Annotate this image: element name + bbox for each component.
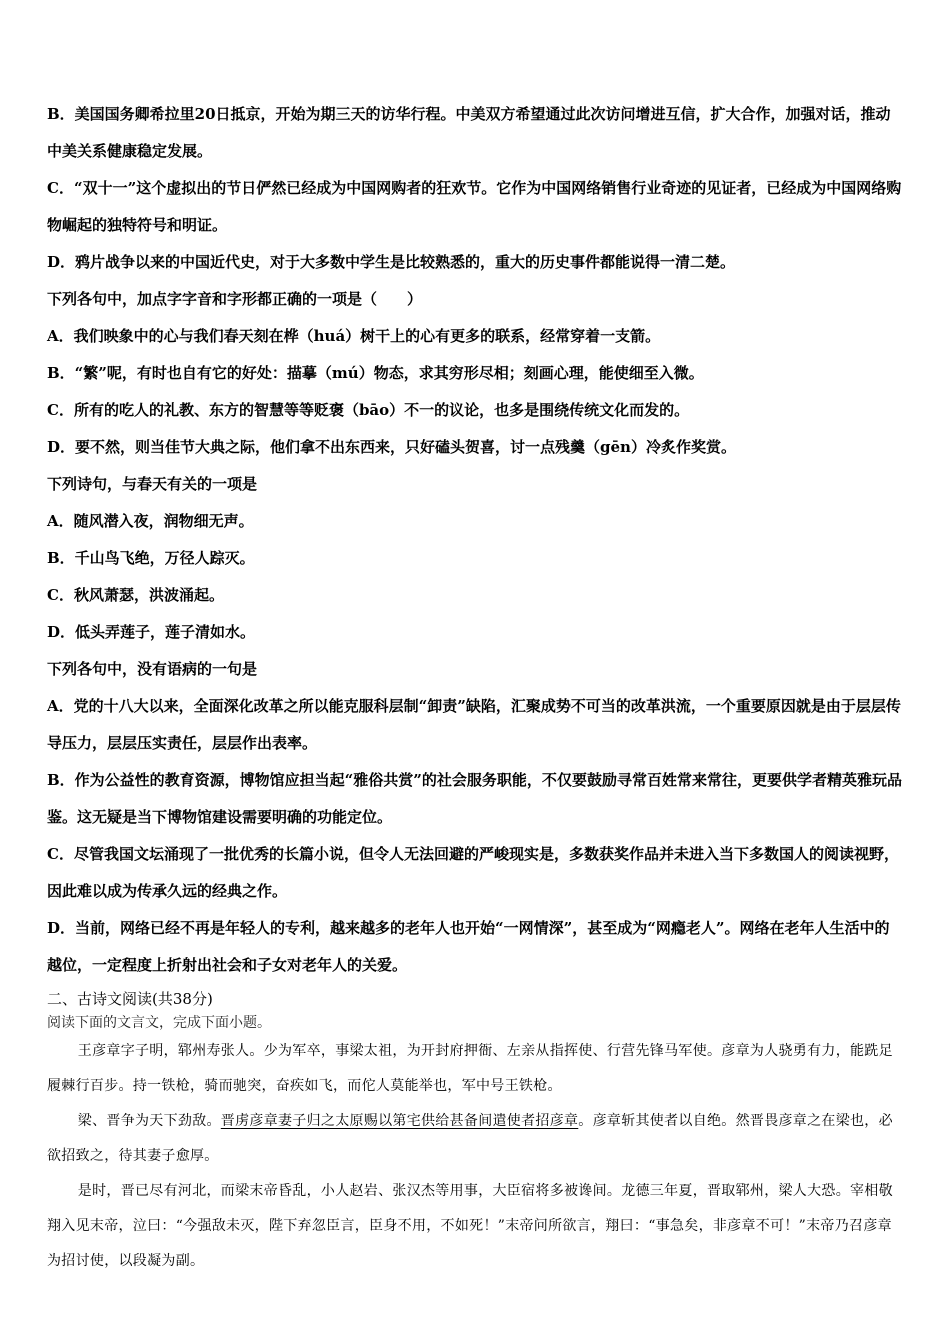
prev-option-d[interactable]: D．鸦片战争以来的中国近代史，对于大多数中学生是比较熟悉的，重大的历史事件都能说得一清二楚。 [47, 253, 736, 271]
pronunciation-option-c[interactable]: C．所有的吃人的礼教、东方的智慧等等贬褒（bāo）不一的议论，也多是围绕传统文化而发的。 [47, 401, 690, 419]
poem-option-c[interactable]: C．秋风萧瑟，洪波涌起。 [47, 586, 224, 604]
prev-option-c[interactable]: C．“双十一”这个虚拟出的节日俨然已经成为中国网购者的狂欢节。它作为中国网络销售行业奇迹的见证者，已经成为中国网络购物崛起的独特符号和明证。 [47, 179, 902, 234]
classical-paragraph-2 [47, 1104, 903, 1174]
poem-option-b[interactable]: B．千山鸟飞绝，万径人踪灭。 [47, 549, 255, 567]
underlined-sentence: 晋虏彦章妻子归之太原赐以第宅供给甚备间遣使者招彦章 [220, 1113, 579, 1129]
grammar-option-b[interactable]: B．作为公益性的教育资源，博物馆应担当起“雅俗共赏”的社会服务职能，不仅要鼓励寻常百姓常来常往，更要供学者精英雅玩品鉴。这无疑是当下博物馆建设需要明确的功能定位。 [47, 771, 902, 826]
section-instruction: 阅读下面的文言文，完成下面小题。 [47, 1015, 271, 1031]
prev-option-b[interactable]: B．美国国务卿希拉里20日抵京，开始为期三天的访华行程。中美双方希望通过此次访问增进互信，扩大合作，加强对话，推动中美关系健康稳定发展。 [47, 105, 891, 160]
poem-option-d[interactable]: D．低头弄莲子，莲子清如水。 [47, 623, 256, 641]
grammar-option-a[interactable]: A．党的十八大以来，全面深化改革之所以能克服科层制“卸责”缺陷，汇聚成势不可当的改革洪流，一个重要原因就是由于层层传导压力，层层压实责任，层层作出表率。 [47, 697, 901, 752]
poem-option-a[interactable]: A．随风潜入夜，润物细无声。 [47, 512, 254, 530]
pronunciation-question-stem: 下列各句中，加点字字音和字形都正确的一项是（ ） [47, 290, 423, 308]
grammar-option-d[interactable]: D．当前，网络已经不再是年轻人的专利，越来越多的老年人也开始“一网情深”，甚至成为“网瘾老人”。网络在老年人生活中的越位，一定程度上折射出社会和子女对老年人的关爱。 [47, 919, 890, 974]
pronunciation-option-b[interactable]: B．“繁”呢，有时也自有它的好处：描摹（mú）物态，求其穷形尽相；刻画心理，能使细至入微。 [47, 364, 704, 382]
poem-question-stem: 下列诗句，与春天有关的一项是 [47, 475, 258, 493]
classical-paragraph-1: 王彦章字子明，郓州寿张人。少为军卒，事梁太祖，为开封府押衙、左亲从指挥使、行营先锋马军使。彦章为人骁勇有力，能跣足履棘行百步。持一铁枪，骑而驰突，奋疾如飞，而佗人莫能举也，军中号王铁枪。 [47, 1043, 893, 1094]
pronunciation-option-d[interactable]: D．要不然，则当佳节大典之际，他们拿不出东西来，只好磕头贺喜，讨一点残羹（gēn）冷炙作奖赏。 [47, 438, 736, 456]
classical-paragraph-3: 是时，晋已尽有河北，而梁末帝昏乱，小人赵岩、张汉杰等用事，大臣宿将多被谗间。龙德三年夏，晋取郓州，梁人大恐。宰相敬翔入见末帝，泣曰：“今强敌未灭，陛下弃忽臣言，臣身不用，不如死！”末帝问所欲言，翔曰：“事急矣，非彦章不可！”末帝乃召彦章为招讨使，以段凝为副。 [47, 1183, 893, 1269]
document-page [47, 96, 903, 1279]
grammar-option-c[interactable]: C．尽管我国文坛涌现了一批优秀的长篇小说，但令人无法回避的严峻现实是，多数获奖作品并未进入当下多数国人的阅读视野，因此难以成为传承久远的经典之作。 [47, 845, 899, 900]
para2-rest: 。彦章斩其使者以自绝。然晋畏彦章之在梁也，必欲招致之，待其妻子愈厚。 [47, 1113, 893, 1164]
section-title: 二、古诗文阅读(共38分) [47, 990, 213, 1008]
para2-intro: 梁、晋争为天下劲敌。 [77, 1113, 221, 1129]
pronunciation-option-a[interactable]: A．我们映象中的心与我们春天刻在桦（huá）树干上的心有更多的联系，经常穿着一支箭。 [47, 327, 661, 345]
grammar-question-stem: 下列各句中，没有语病的一句是 [47, 660, 258, 678]
